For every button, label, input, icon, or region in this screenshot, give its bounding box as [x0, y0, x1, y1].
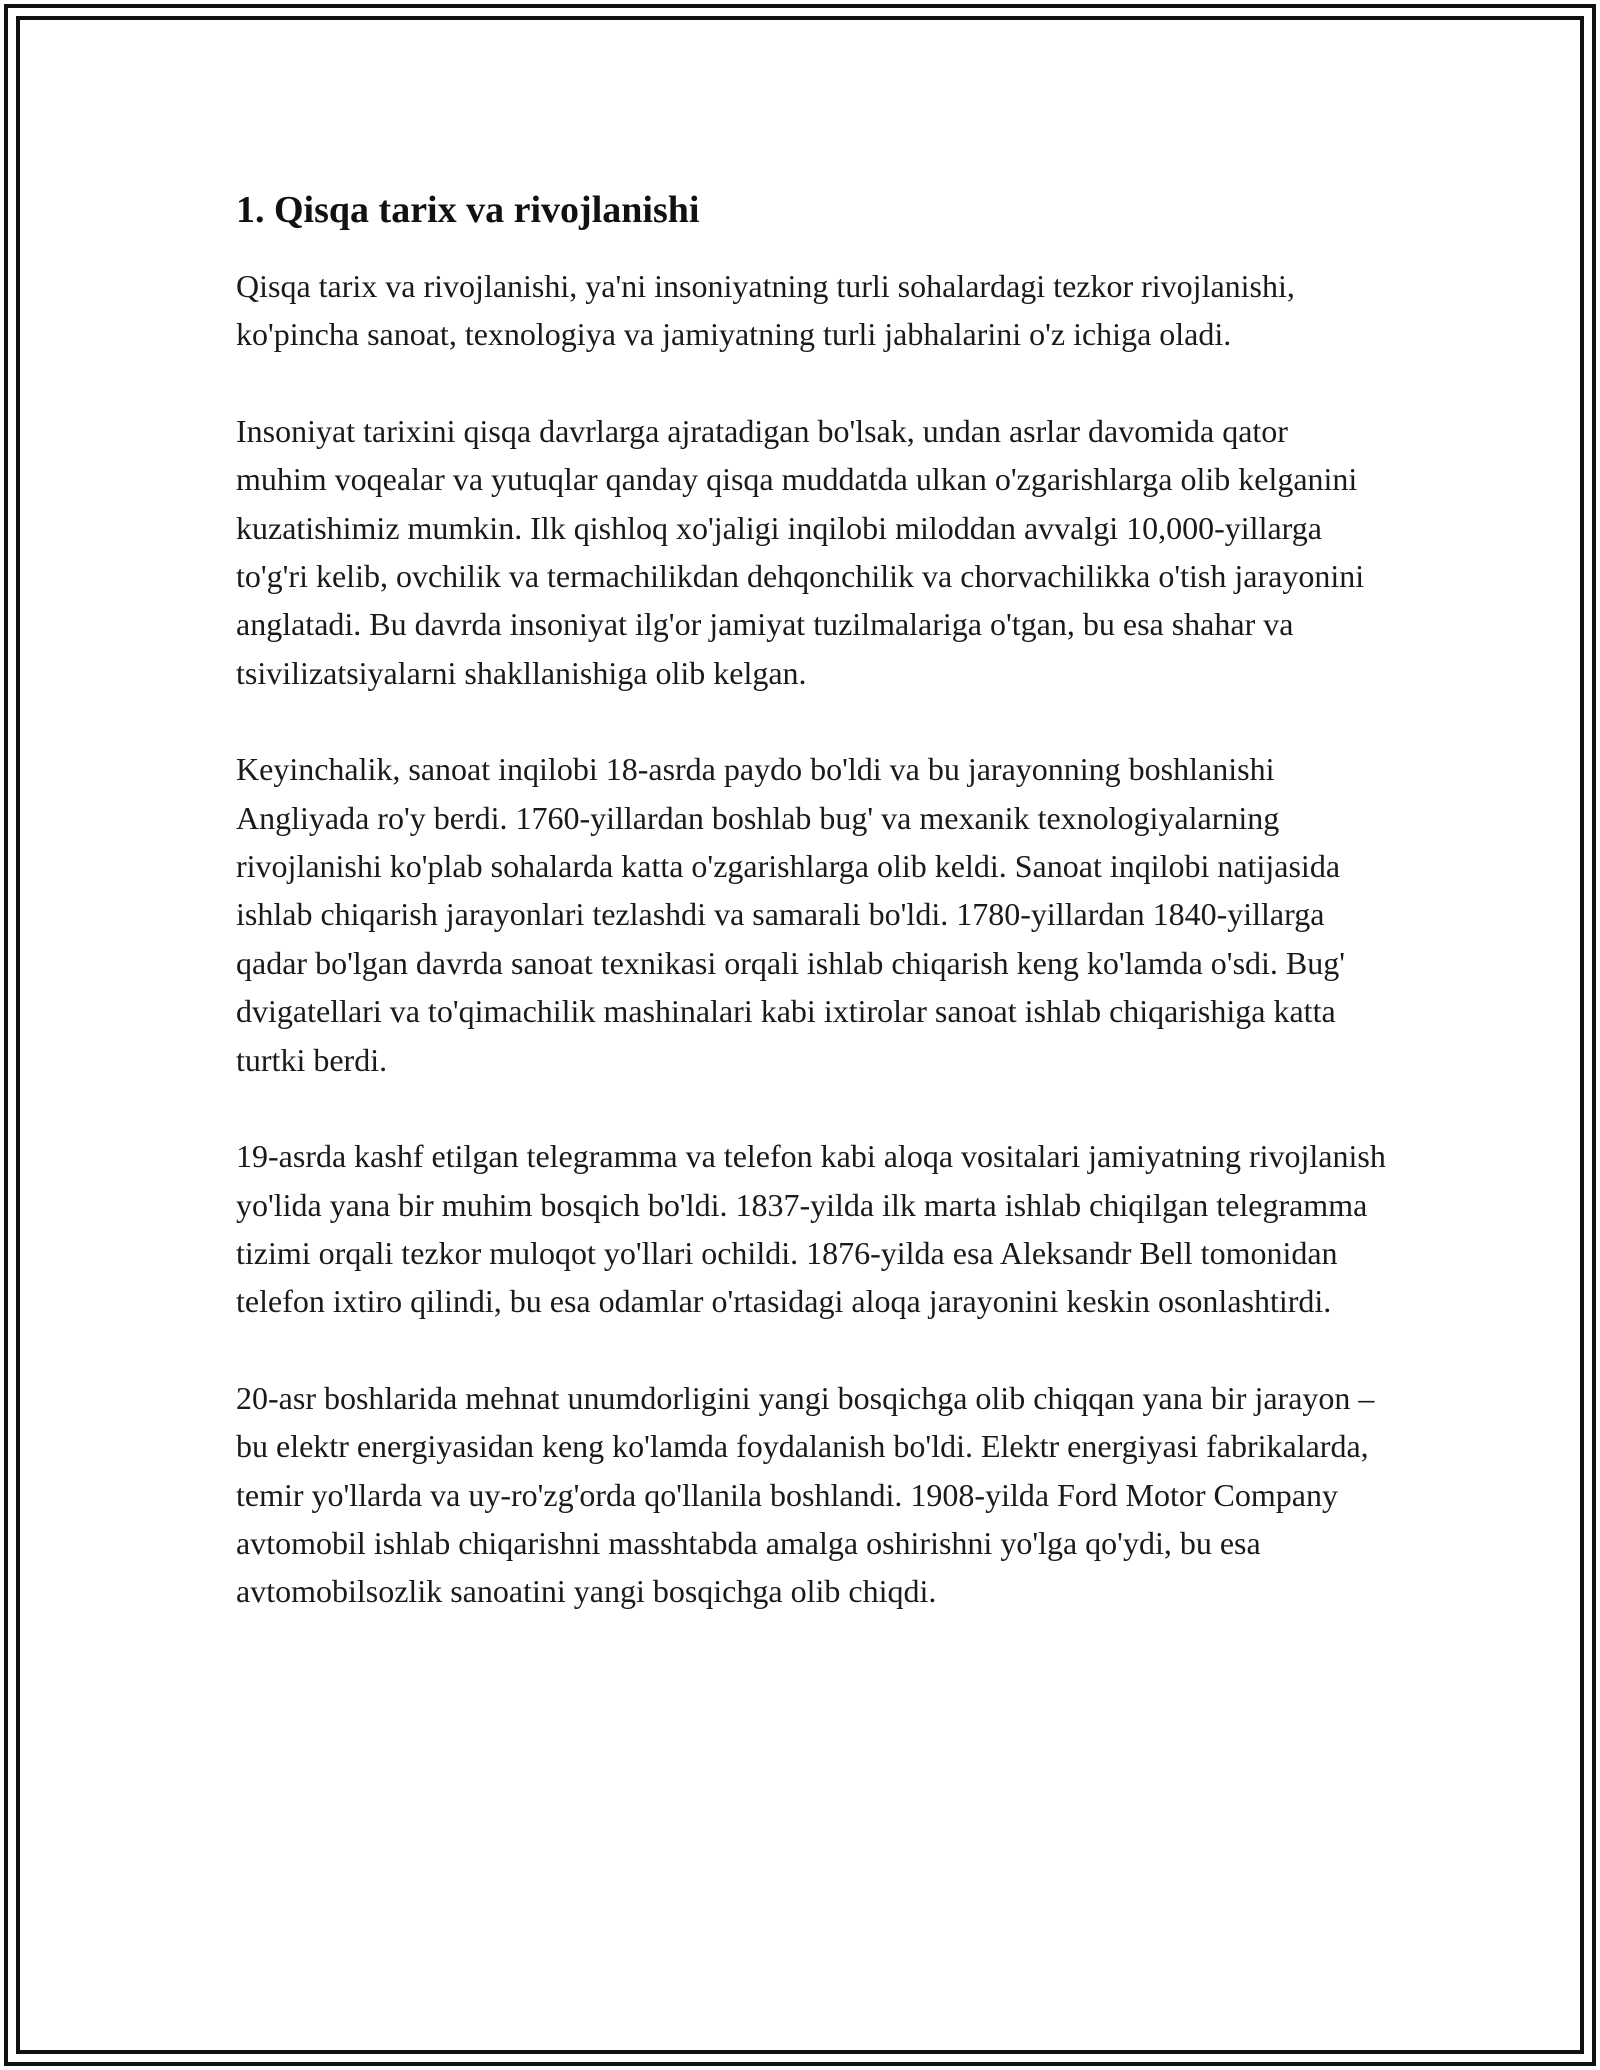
paragraph-industrial-revolution: Keyinchalik, sanoat inqilobi 18-asrda paydo bo'ldi va bu jarayonning boshlanishi Angliyada ro'y berdi. 1760-yillardan boshlab bug' va mexanik texnologiyalarning rivojlanishi ko'plab sohalarda katta o'zgarishlarga olib keldi. Sanoat inqilobi natijasida ishlab chiqarish jarayonlari tezlashdi va samarali bo'ldi. 1780-yillardan 1840-yillarga qadar bo'lgan davrda sanoat texnikasi orqali ishlab chiqarish keng ko'lamda o'sdi. Bug' dvigatellari va to'qimachilik mashinalari kabi ixtirolar sanoat ishlab chiqarishiga katta turtki berdi.: [236, 751, 1346, 1078]
paragraph-electricity: 20-asr boshlarida mehnat unumdorligini yangi bosqichga olib chiqqan yana bir jarayon – bu elektr energiyasidan keng ko'lamda foydalanish bo'ldi. Elektr energiyasi fabrikalarda, temir yo'llarda va uy-ro'zg'orda qo'llanila boshlandi. 1908-yilda Ford Motor Company avtomobil ishlab chiqarishni masshtabda amalga oshirishni yo'lga qo'ydi, bu esa avtomobilsozlik sanoatini yangi bosqichga olib chiqdi.: [236, 1379, 1375, 1610]
paragraph-agricultural-revolution: Insoniyat tarixini qisqa davrlarga ajratadigan bo'lsak, undan asrlar davomida qator muhim voqealar va yutuqlar qanday qisqa muddatda ulkan o'zgarishlarga olib kelganini kuzatishimiz mumkin. Ilk qishloq xo'jaligi inqilobi miloddan avvalgi 10,000-yillarga to'g'ri kelib, ovchilik va termachilikdan dehqonchilik va chorvachilikka o'tish jarayonini anglatadi. Bu davrda insoniyat ilg'or jamiyat tuzilmalariga o'tgan, bu esa shahar va tsivilizatsiyalarni shakllanishiga olib kelgan.: [236, 412, 1365, 691]
paragraph-communication: 19-asrda kashf etilgan telegramma va telefon kabi aloqa vositalari jamiyatning rivojlanish yo'lida yana bir muhim bosqich bo'ldi. 1837-yilda ilk marta ishlab chiqilgan telegramma tizimi orqali tezkor muloqot yo'llari ochildi. 1876-yilda esa Aleksandr Bell tomonidan telefon ixtiro qilindi, bu esa odamlar o'rtasidagi aloqa jarayonini keskin osonlashtirdi.: [236, 1138, 1386, 1320]
section-heading: 1. Qisqa tarix va rivojlanishi: [236, 189, 700, 231]
paragraph-intro: Qisqa tarix va rivojlanishi, ya'ni insoniyatning turli sohalardagi tezkor rivojlanishi, ko'pincha sanoat, texnologiya va jamiyatning turli jabhalarini o'z ichiga oladi.: [236, 268, 1295, 353]
document-body: [236, 186, 1386, 1664]
